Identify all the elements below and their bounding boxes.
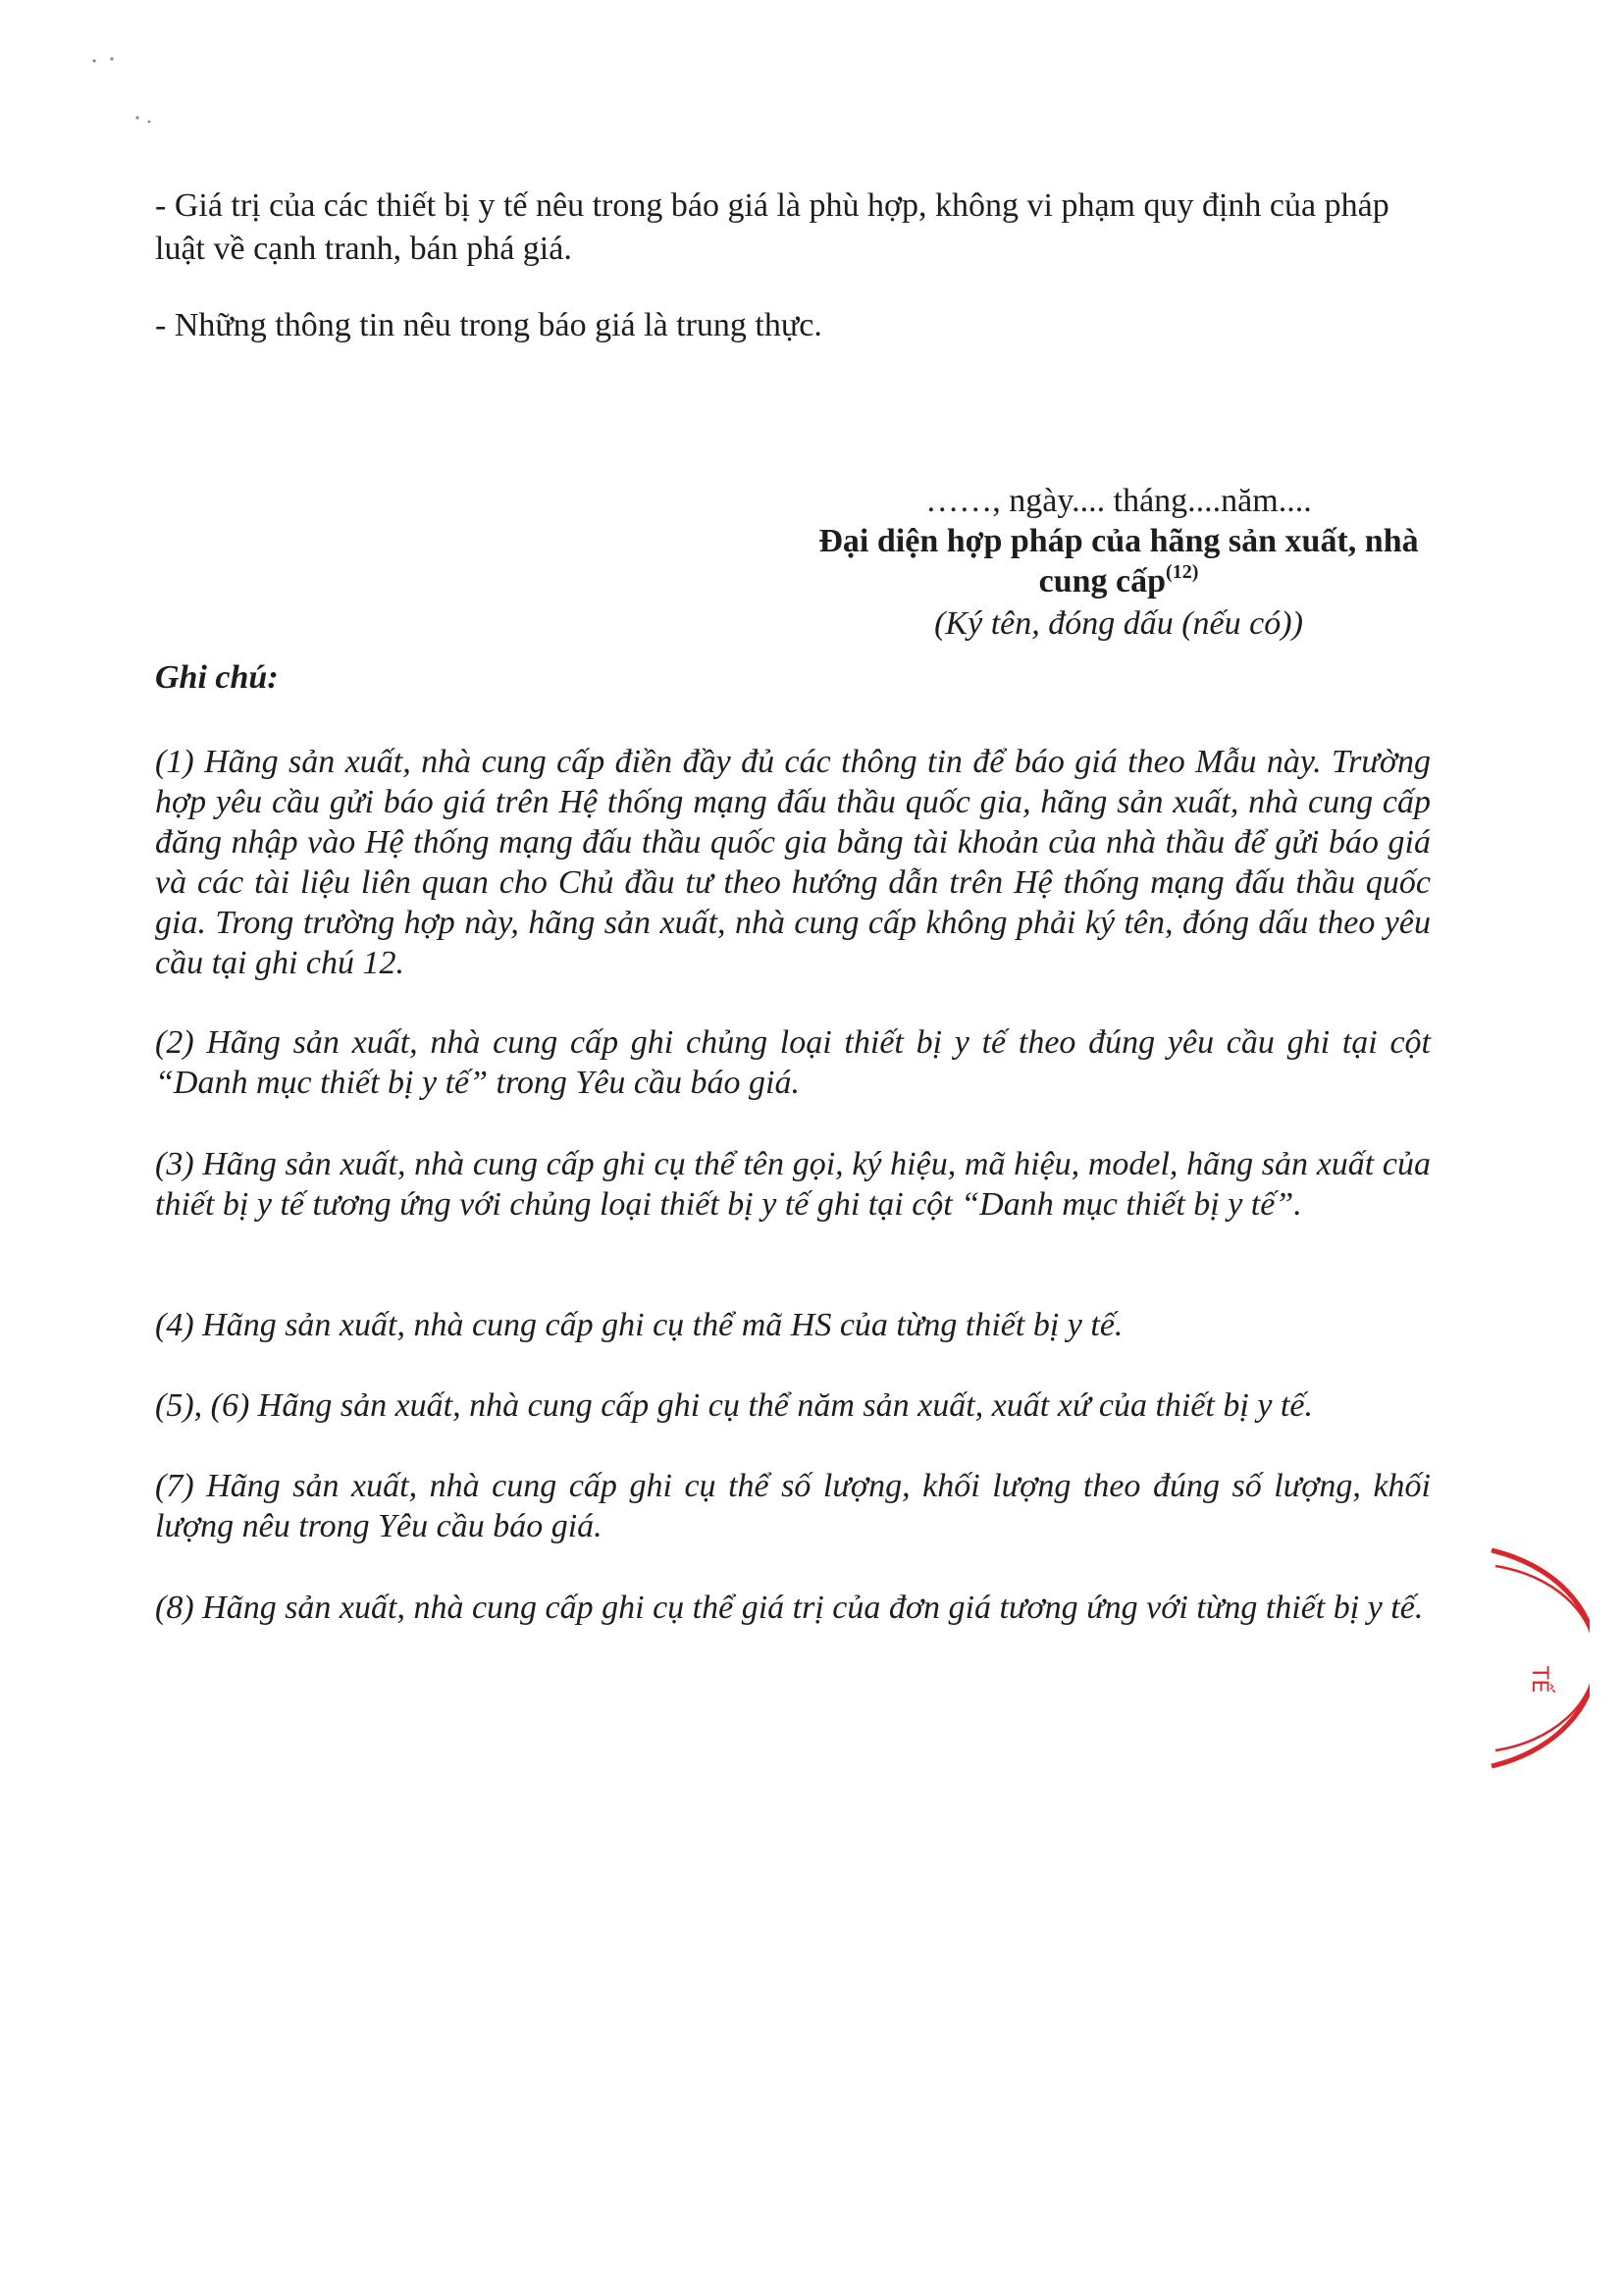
scan-specks (86, 49, 165, 128)
note-item-5-6: (5), (6) Hãng sản xuất, nhà cung cấp ghi cụ thể năm sản xuất, xuất xứ của thiết bị y tế. (155, 1387, 1313, 1424)
body-paragraph-truthful: - Những thông tin nêu trong báo giá là trung thực. (155, 307, 822, 343)
seal-inner-arc (1495, 1566, 1590, 1750)
signature-date-line: ……, ngày.... tháng....năm.... (925, 483, 1312, 519)
red-seal-stamp (1472, 1540, 1590, 1776)
note-item-3: (3) Hãng sản xuất, nhà cung cấp ghi cụ thể tên gọi, ký hiệu, mã hiệu, model, hãng sản xuất của thiết bị y tế tương ứng với chủng loại thiết bị y tế ghi tại cột “Danh mục thiết bị y tế”. (155, 1146, 1431, 1223)
note-item-7: (7) Hãng sản xuất, nhà cung cấp ghi cụ thể số lượng, khối lượng theo đúng số lượng, khối lượng nêu trong Yêu cầu báo giá. (155, 1468, 1431, 1544)
note-item-2: (2) Hãng sản xuất, nhà cung cấp ghi chủng loại thiết bị y tế theo đúng yêu cầu ghi tại cột “Danh mục thiết bị y tế” trong Yêu cầu báo giá. (155, 1024, 1431, 1101)
signature-footnote-ref: (12) (1166, 561, 1199, 583)
note-item-8: (8) Hãng sản xuất, nhà cung cấp ghi cụ thể giá trị của đơn giá tương ứng với từng thiết bị y tế. (155, 1590, 1424, 1626)
seal-text: TẾ (1527, 1666, 1551, 1694)
note-item-1: (1) Hãng sản xuất, nhà cung cấp điền đầy đủ các thông tin để báo giá theo Mẫu này. Trường hợp yêu cầu gửi báo giá trên Hệ thống mạng đấu thầu quốc gia, hãng sản xuất, nhà cung cấp đăng nhập vào Hệ thống mạng đấu thầu quốc gia bằng tài khoản của nhà thầu để gửi báo giá và các tài liệu liên quan cho Chủ đầu tư theo hướng dẫn trên Hệ thống mạng đấu thầu quốc gia. Trong trường hợp này, hãng sản xuất, nhà cung cấp không phải ký tên, đóng dấu theo yêu cầu tại ghi chú 12. (155, 744, 1431, 981)
notes-heading: Ghi chú: (155, 659, 279, 696)
seal-outer-arc (1492, 1550, 1590, 1766)
body-paragraph-price: - Giá trị của các thiết bị y tế nêu trong báo giá là phù hợp, không vi phạm quy định của pháp luật về cạnh tranh, bán phá giá. (155, 187, 1389, 267)
signature-title-text: Đại diện hợp pháp của hãng sản xuất, nhà cung cấp (818, 523, 1419, 600)
note-item-4: (4) Hãng sản xuất, nhà cung cấp ghi cụ thể mã HS của từng thiết bị y tế. (155, 1307, 1124, 1343)
signature-title (805, 521, 1433, 601)
signature-note: (Ký tên, đóng dấu (nếu có)) (934, 605, 1303, 642)
signature-block (805, 481, 1433, 644)
